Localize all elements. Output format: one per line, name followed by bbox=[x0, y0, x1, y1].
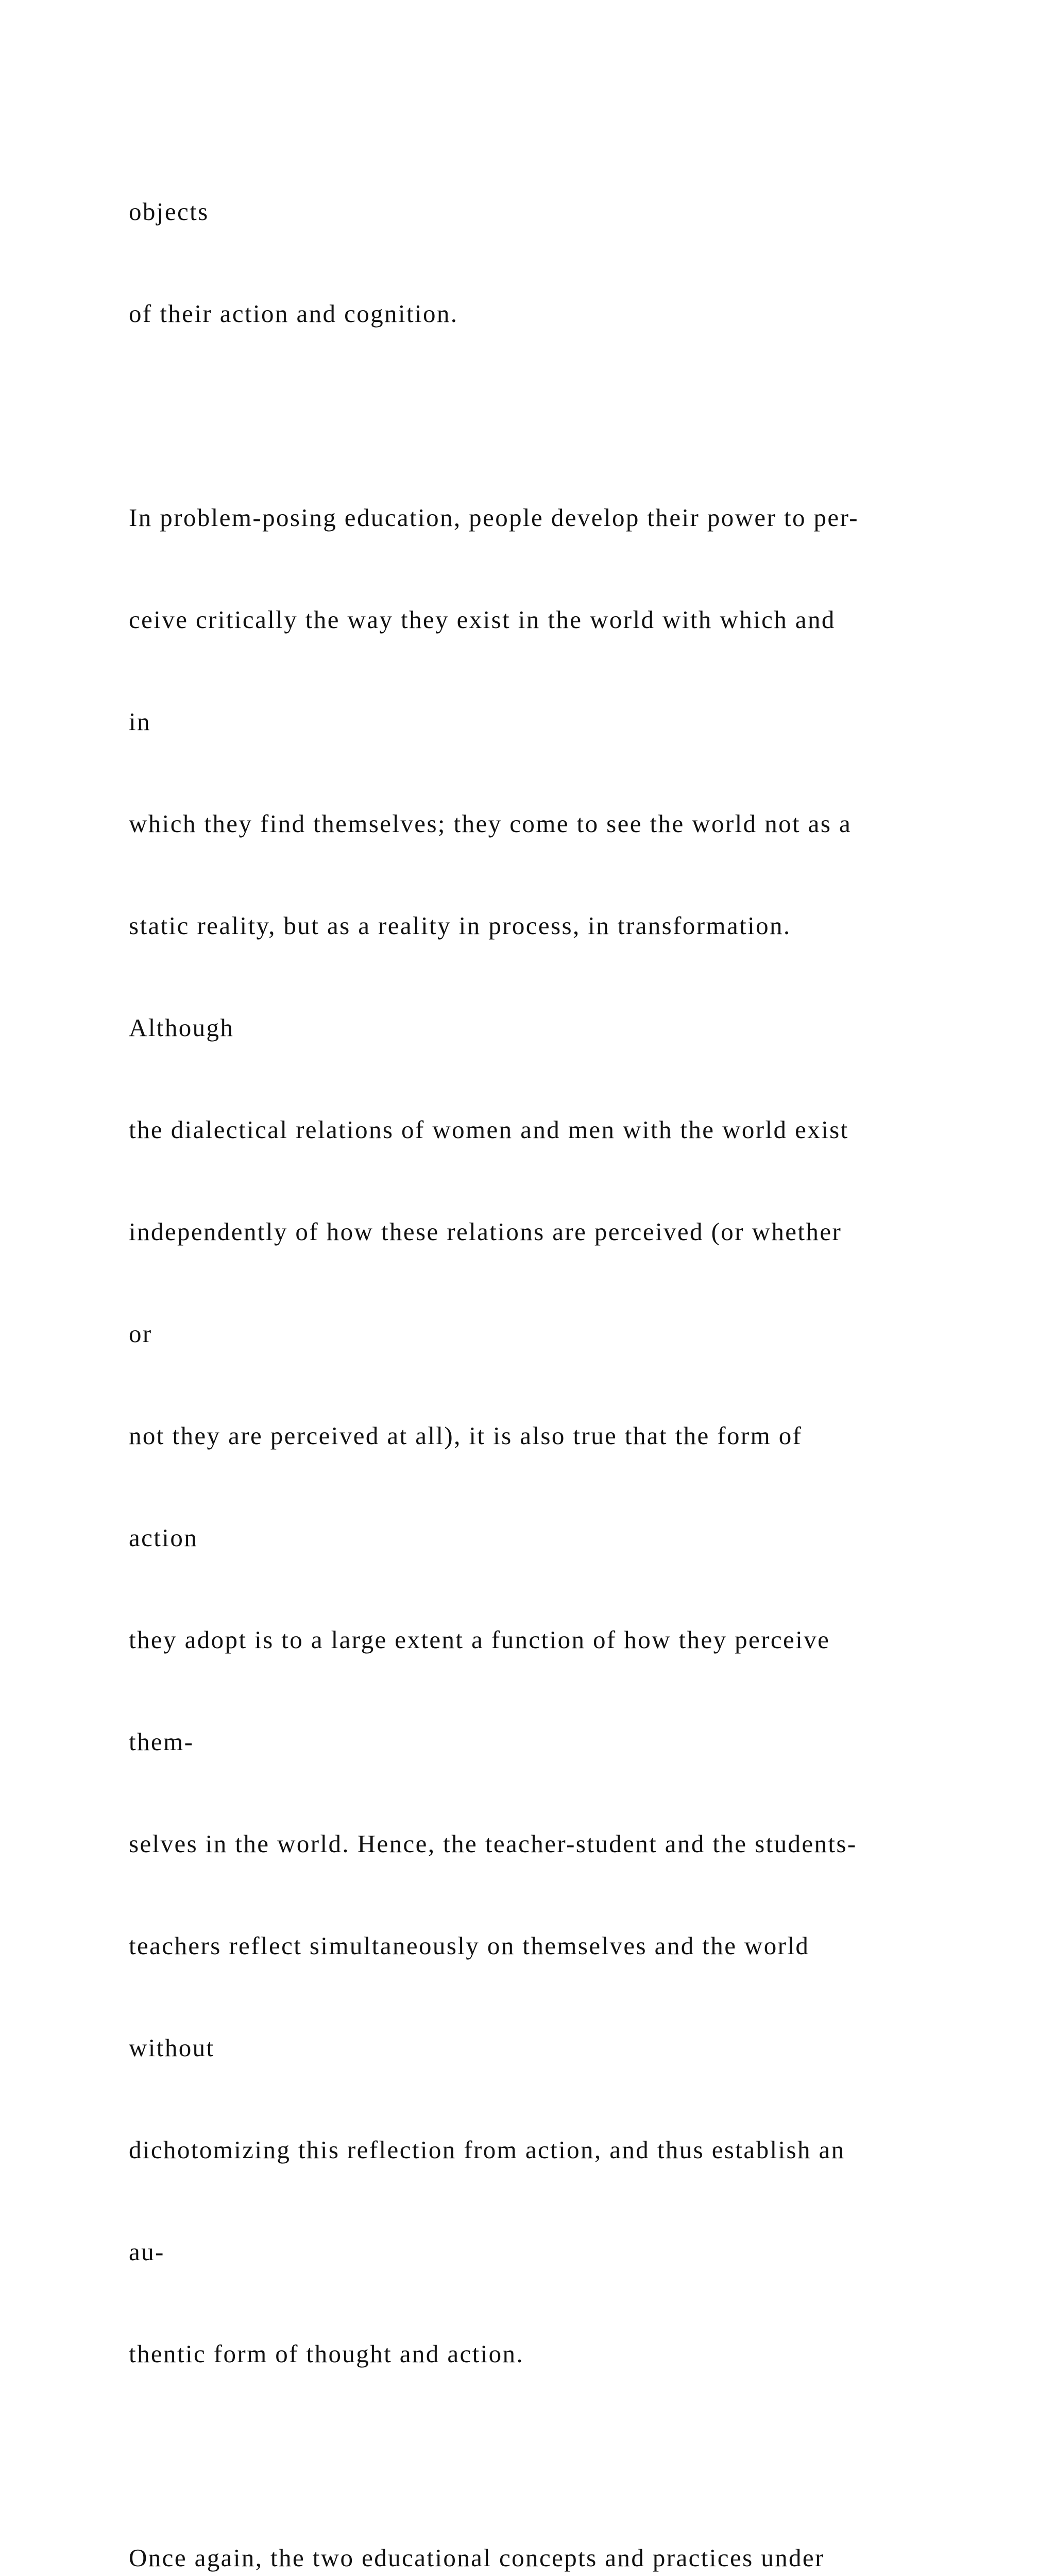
body-text bbox=[129, 127, 1005, 2576]
text-line: teachers reflect simultaneously on themselves and the world bbox=[129, 1931, 810, 1960]
text-line: the dialectical relations of women and men with the world exist bbox=[129, 1115, 849, 1144]
text-line: static reality, but as a reality in process, in transformation. bbox=[129, 911, 791, 940]
text-line: action bbox=[129, 1523, 198, 1552]
blank-line bbox=[129, 2439, 1005, 2473]
text-line: Although bbox=[129, 1013, 234, 1042]
text-line: objects bbox=[129, 197, 209, 226]
text-line: thentic form of thought and action. bbox=[129, 2340, 524, 2368]
text-line: au- bbox=[129, 2238, 165, 2266]
text-line: they adopt is to a large extent a function of how they perceive bbox=[129, 1625, 830, 1654]
text-line: of their action and cognition. bbox=[129, 299, 458, 328]
text-line: Once again, the two educational concepts and practices under bbox=[129, 2544, 825, 2572]
blank-line bbox=[129, 399, 1005, 433]
text-line: selves in the world. Hence, the teacher-student and the students- bbox=[129, 1829, 857, 1858]
text-line: them- bbox=[129, 1727, 194, 1756]
text-line: which they find themselves; they come to see the world not as a bbox=[129, 809, 852, 838]
text-line: dichotomizing this reflection from action, and thus establish an bbox=[129, 2136, 845, 2164]
text-line: in bbox=[129, 707, 151, 736]
text-line: without bbox=[129, 2033, 215, 2062]
text-line: ceive critically the way they exist in the world with which and bbox=[129, 605, 836, 634]
text-line: In problem-posing education, people develop their power to per- bbox=[129, 503, 859, 532]
text-line: or bbox=[129, 1319, 152, 1348]
text-line: not they are perceived at all), it is also true that the form of bbox=[129, 1421, 803, 1450]
text-line: independently of how these relations are perceived (or whether bbox=[129, 1217, 842, 1246]
